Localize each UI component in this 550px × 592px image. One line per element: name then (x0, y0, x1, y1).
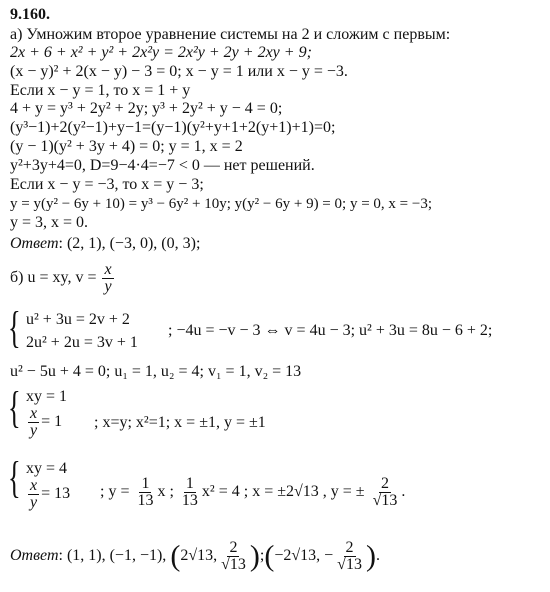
part-b-intro (10, 262, 116, 295)
frac-num: x (30, 405, 38, 422)
tail-text: . (401, 483, 406, 501)
part-a-line-1: а) Умножим второе уравнение системы на 2 и сложим с первым: (10, 26, 451, 43)
system-brace: { (8, 453, 21, 502)
frac-num: 2 (345, 539, 354, 556)
frac-num: 2 (380, 475, 389, 492)
part-a-line-8: y²+3y+4=0, D=9−4·4=−7 < 0 — нет решений. (10, 157, 315, 174)
system1-eq2: 2u² + 2u = 3v + 1 (26, 334, 138, 351)
system2-tail: ; x=y; x²=1; x = ±1, y = ±1 (94, 414, 266, 431)
part-a-line-7: (y − 1)(y² + 3y + 4) = 0; y = 1, x = 2 (10, 138, 243, 155)
tail-text: x² = 4 ; x = ±2√13 , y = ± (201, 483, 365, 501)
part-a-line-9: Если x − y = −3, то x = y − 3; (10, 176, 204, 193)
problem-number: 9.160. (10, 6, 50, 23)
answer-text: 2√13, (180, 547, 218, 565)
frac-num: x (30, 477, 38, 494)
paren: ( (264, 539, 275, 573)
frac-den: y (104, 278, 112, 295)
system3-eq2 (26, 478, 70, 511)
frac-den: √13 (337, 556, 362, 573)
part-a-line-4: Если x − y = 1, то x = 1 + y (10, 82, 191, 99)
part-a-answer (10, 235, 200, 253)
paren: ) (249, 539, 260, 573)
fraction (371, 476, 400, 509)
eq-rhs: = 1 (41, 413, 63, 431)
frac-den: √13 (221, 556, 246, 573)
frac-den: y (30, 422, 38, 439)
fraction (135, 476, 155, 509)
part-a-line-5: 4 + y = y³ + 2y² + 2y; y³ + 2y² + y − 4 = 0; (10, 100, 283, 117)
answer-label: Ответ (10, 547, 59, 565)
system2-eq1: xy = 1 (26, 388, 68, 405)
system3-eq1: xy = 4 (26, 460, 68, 477)
tail-text: ; y = (100, 483, 130, 501)
fraction (219, 540, 248, 573)
answer-text: : (1, 1), (−1, −1), (58, 547, 167, 565)
system2-eq2 (26, 406, 62, 439)
roots-line: u² − 5u + 4 = 0; u₁ = 1, u₂ = 4; v₁ = 1, v₂ = 13 (10, 363, 302, 380)
answer-text: −2√13, − (274, 547, 334, 565)
paren: ) (365, 539, 376, 573)
frac-den: y (30, 494, 38, 511)
part-a-line-3: (x − y)² + 2(x − y) − 3 = 0; x − y = 1 или x − y = −3. (10, 63, 348, 80)
part-a-line-6: (y³−1)+2(y²−1)+y−1=(y−1)(y²+y+1+2(y+1)+1)=0; (10, 119, 336, 136)
system1-eq1: u² + 3u = 2v + 2 (26, 311, 130, 328)
answer-value: : (2, 1), (−3, 0), (0, 3); (58, 235, 201, 252)
frac-den: 13 (181, 492, 198, 509)
system1-tail: ; −4u = −v − 3 ⇔ v = 4u − 3; u² + 3u = 8u − 6 + 2; (168, 322, 493, 339)
eq-rhs: = 13 (41, 485, 71, 503)
fraction (180, 476, 200, 509)
fraction (335, 540, 364, 573)
frac-num: 2 (229, 539, 238, 556)
system-brace: { (8, 303, 21, 352)
part-b-answer (10, 540, 380, 573)
fraction-x-over-y (28, 478, 39, 511)
paren: ( (170, 539, 181, 573)
tail-text: x ; (157, 483, 174, 501)
frac-den: √13 (372, 492, 398, 509)
intro-text: б) u = xy, v = (10, 269, 97, 287)
system-brace: { (8, 383, 21, 432)
frac-den: 13 (137, 492, 154, 509)
fraction-x-over-y (28, 406, 39, 439)
frac-num: 1 (141, 475, 150, 492)
part-a-line-2: 2x + 6 + x² + y² + 2x²y = 2x²y + 2y + 2xy + 9; (10, 44, 312, 61)
system3-tail (100, 476, 405, 509)
part-a-line-10: y = y(y² − 6y + 10) = y³ − 6y² + 10y; y(y² − 6y + 9) = 0; y = 0, x = −3; (10, 196, 432, 212)
frac-num: 1 (185, 475, 194, 492)
fraction-x-over-y (102, 262, 113, 295)
part-a-line-11: y = 3, x = 0. (10, 214, 89, 231)
answer-text: . (375, 547, 380, 565)
answer-text: ; (259, 547, 265, 565)
answer-label: Ответ (10, 235, 59, 252)
frac-num: x (104, 261, 112, 278)
